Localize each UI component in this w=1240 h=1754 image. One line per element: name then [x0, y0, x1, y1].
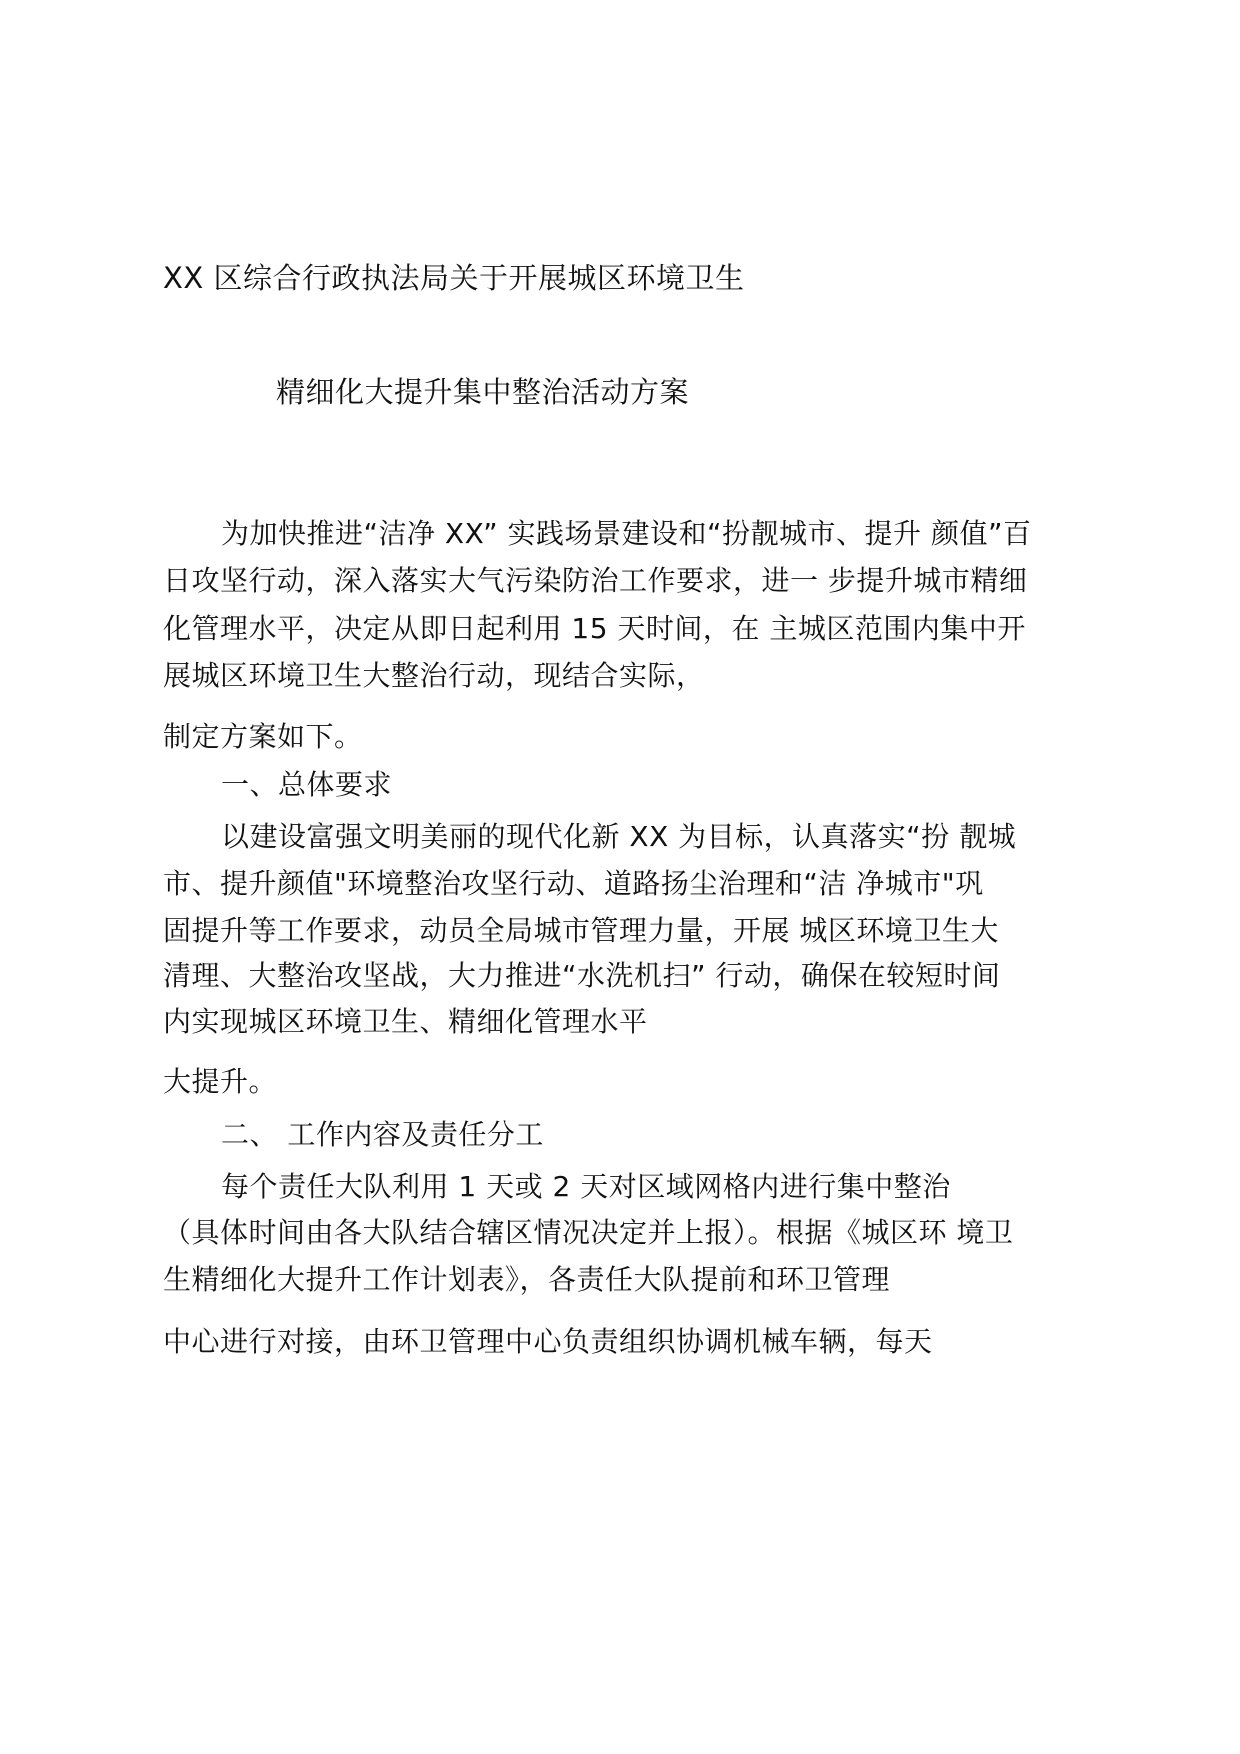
section-1-line-4: 清理、大整治攻坚战，大力推进“水洗机扫” 行动，确保在较短时间 [163, 959, 1001, 992]
section-1-line-5: 内实现城区环境卫生、精细化管理水平 [163, 1005, 648, 1038]
intro-line-3: 化管理水平，决定从即日起利用 15 天时间，在 主城区范围内集中开 [163, 612, 1026, 645]
intro-line-4: 展城区环境卫生大整治行动，现结合实际， [163, 659, 705, 692]
section-2-line-2: （具体时间由各大队结合辖区情况决定并上报）。根据《城区环 境卫 [163, 1216, 1014, 1249]
intro-line-1: 为加快推进“洁净 XX” 实践场景建设和“扮靓城市、提升 颜值”百 [221, 517, 1032, 550]
intro-line-2: 日攻坚行动，深入落实大气污染防治工作要求，进一 步提升城市精细 [163, 564, 1028, 597]
section-1-line-1: 以建设富强文明美丽的现代化新 XX 为目标，认真落实“扮 靓城 [221, 820, 1017, 853]
section-1-line-2: 市、提升颜值"环境整治攻坚行动、道路扬尘治理和“洁 净城市"巩 [163, 867, 984, 900]
section-2-line-1: 每个责任大队利用 1 天或 2 天对区域网格内进行集中整治 [221, 1170, 951, 1203]
section-2-heading: 二、 工作内容及责任分工 [221, 1118, 544, 1151]
section-1-line-3: 固提升等工作要求，动员全局城市管理力量，开展 城区环境卫生大 [163, 914, 999, 947]
section-2-line-4: 中心进行对接，由环卫管理中心负责组织协调机械车辆，每天 [163, 1325, 933, 1358]
section-1-heading: 一、总体要求 [221, 768, 393, 801]
section-1-line-6: 大提升。 [163, 1065, 278, 1098]
intro-line-5: 制定方案如下。 [163, 720, 363, 753]
document-title-line-2: 精细化大提升集中整治活动方案 [276, 375, 690, 409]
section-2-line-3: 生精细化大提升工作计划表》，各责任大队提前和环卫管理 [163, 1263, 891, 1296]
document-title-line-1: XX 区综合行政执法局关于开展城区环境卫生 [163, 261, 745, 295]
